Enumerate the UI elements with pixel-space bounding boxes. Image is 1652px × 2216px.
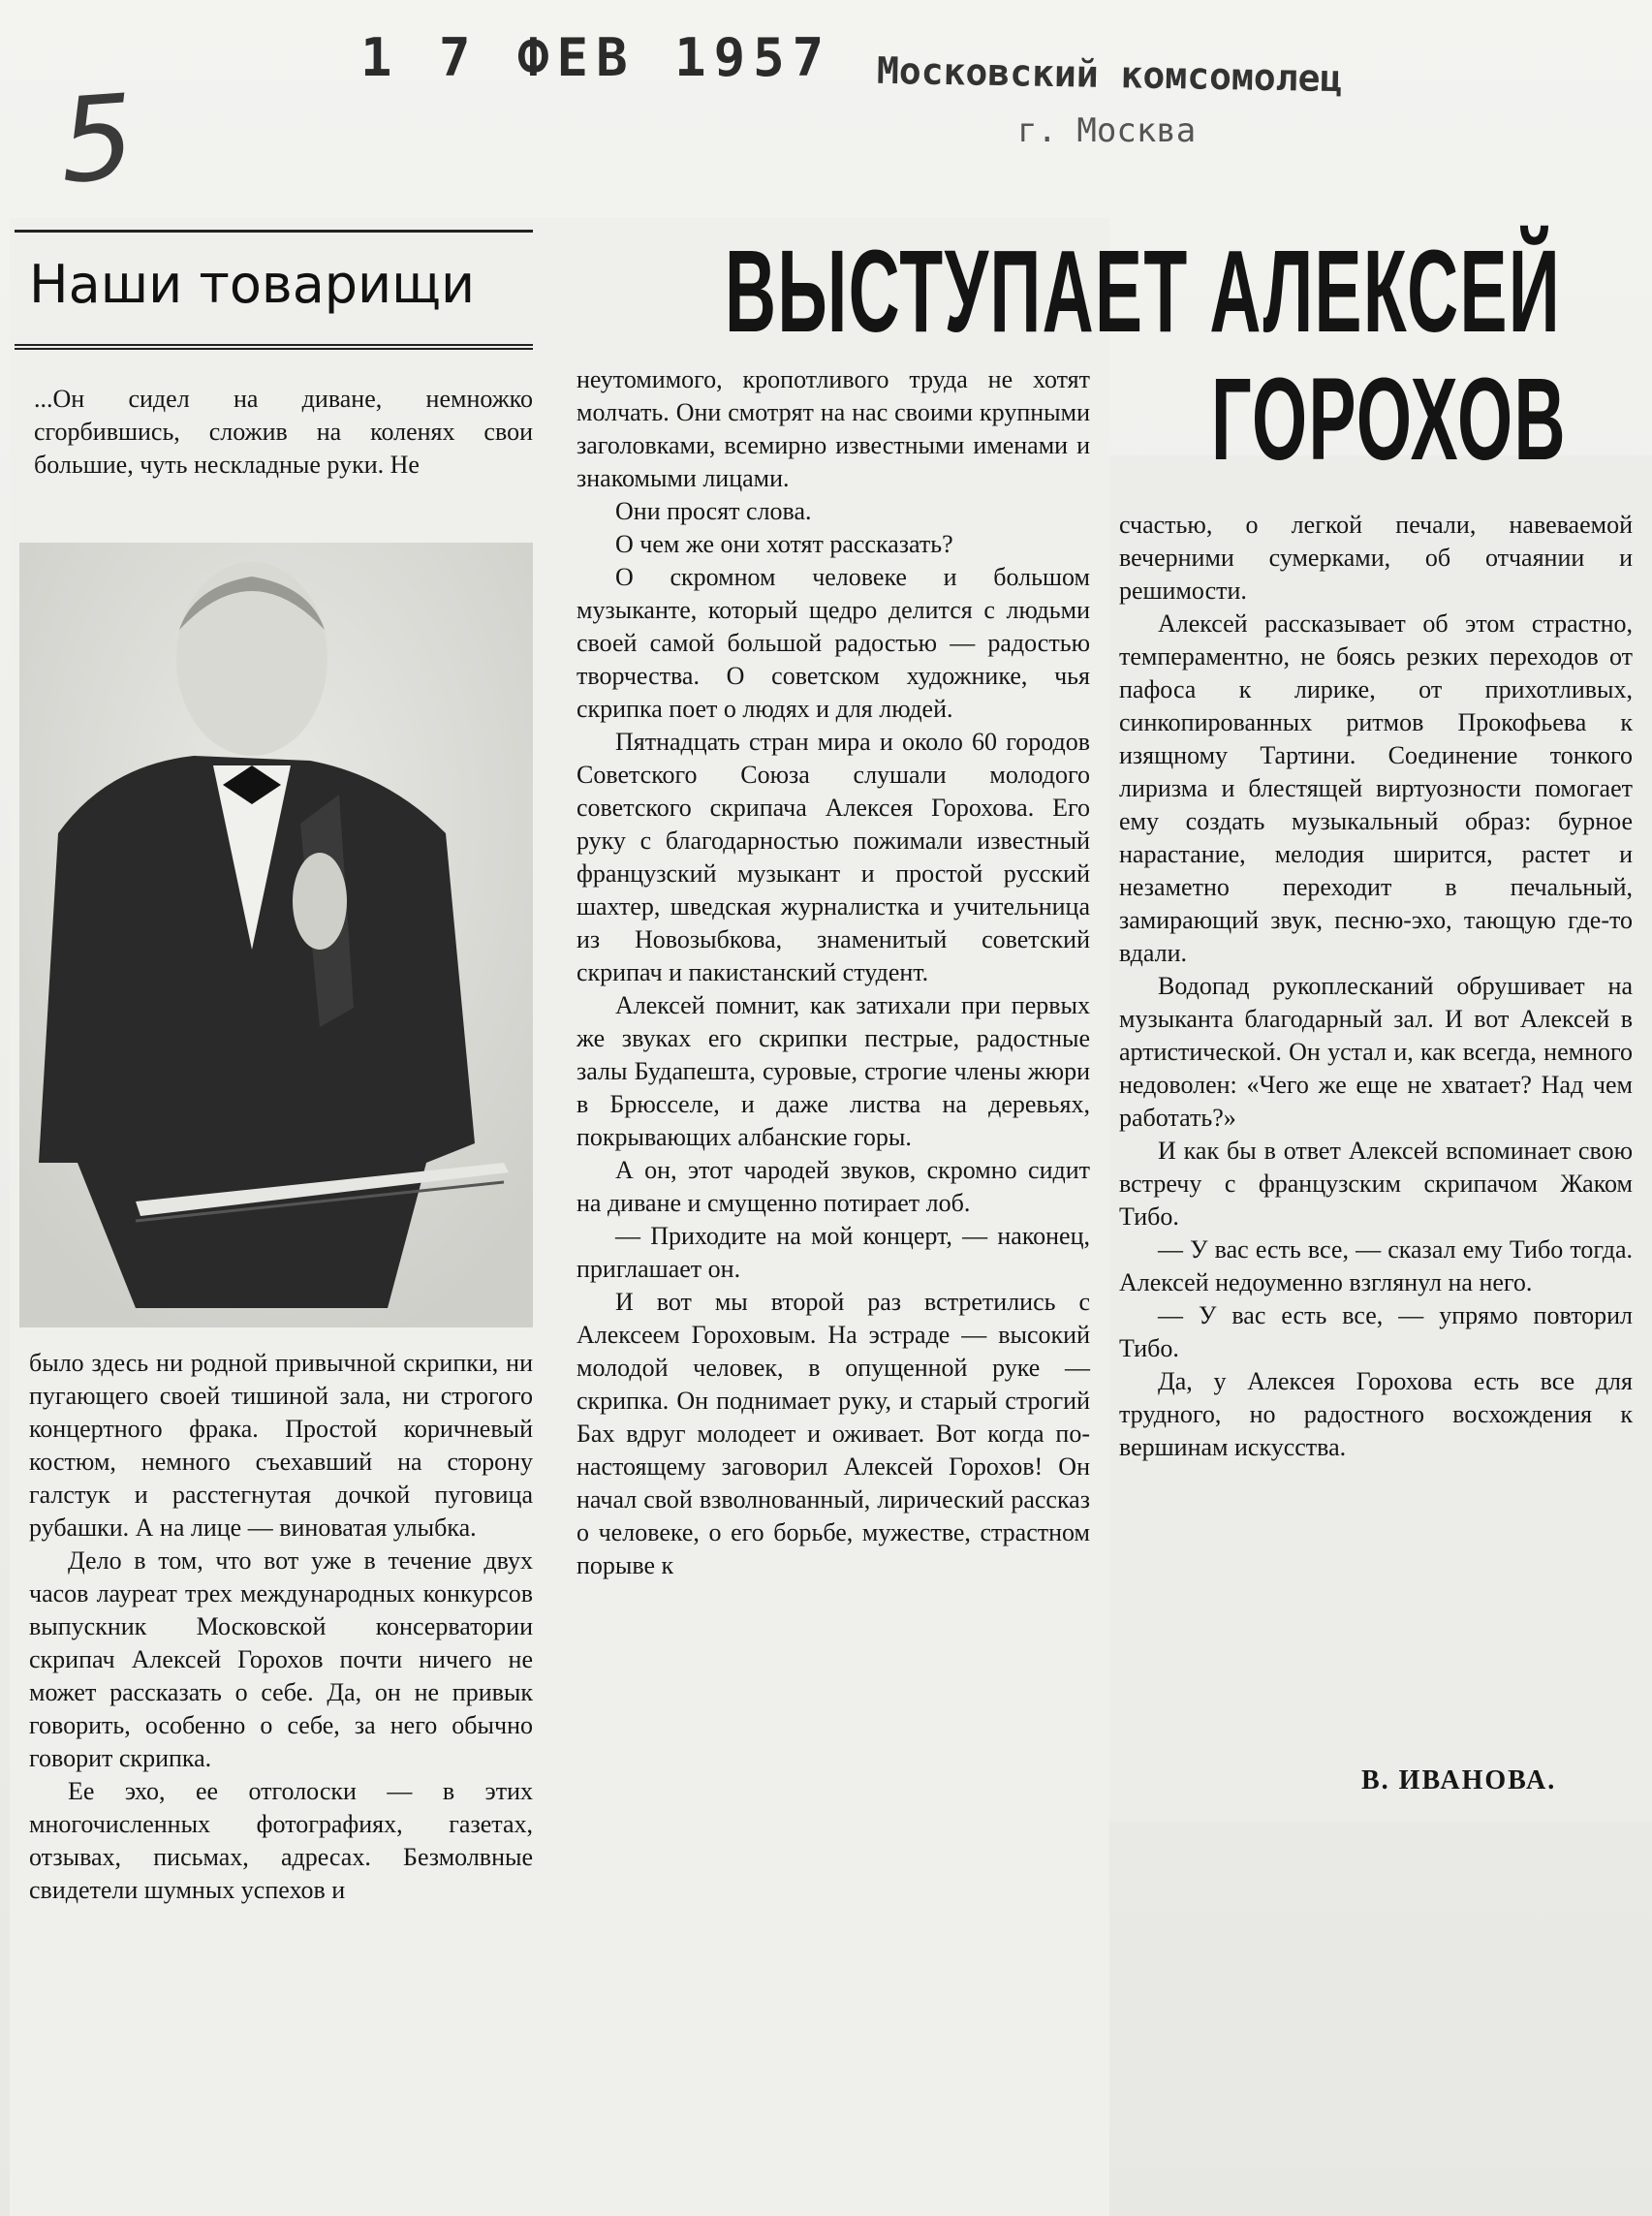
paragraph: И вот мы второй раз встретились с Алексеем Гороховым. На эстраде — высокий молодой человек, в опущенной руке — скрипка. Он поднимает руку, и старый строгий Бах вдруг молодеет и оживает. Вот когда по-настоящему заговорил Алексей Горохов! Он начал свой взволнованный, лирический рассказ о человеке, о его борьбе, мужестве, страстном порыве к bbox=[577, 1288, 1090, 1579]
paragraph: О чем же они хотят рассказать? bbox=[615, 530, 953, 558]
paragraph: неутомимого, кропотливого труда не хотят молчать. Они смотрят на нас своими крупными заголовками, всемирно известными именами и знакомыми лицами. bbox=[577, 365, 1090, 492]
column-1-top bbox=[34, 383, 533, 482]
headline-line-2: ГОРОХОВ bbox=[1211, 353, 1567, 484]
paragraph: Алексей помнит, как затихали при первых же звуках его скрипки пестрые, радостные залы Будапешта, суровые, строгие члены жюри в Брюсселе, и даже листва на деревьях, покрывающих албанские горы. bbox=[577, 991, 1090, 1151]
rubric-top-rule bbox=[15, 230, 533, 233]
violinist-photo bbox=[19, 543, 533, 1327]
author-byline: В. ИВАНОВА. bbox=[1361, 1765, 1557, 1795]
paragraph: Пятнадцать стран мира и около 60 городов Советского Союза слушали молодого советского скрипача Алексея Горохова. Его руку с благодарностью пожимали известный французский музыкант и простой русский шахтер, шведская журналистка и учительница из Новозыбкова, знаменитый советский скрипач и пакистанский студент. bbox=[577, 728, 1090, 986]
paragraph: И как бы в ответ Алексей вспоминает свою встречу с французским скрипачом Жаком Тибо. bbox=[1119, 1137, 1633, 1231]
paragraph: счастью, о легкой печали, навеваемой вечерними сумерками, об отчаянии и решимости. bbox=[1119, 511, 1633, 605]
paragraph: Да, у Алексея Горохова есть все для трудного, но радостного восхождения к вершинам искусства. bbox=[1119, 1367, 1633, 1461]
newspaper-stamp: Московский комсомолец bbox=[876, 48, 1343, 101]
paragraph: Водопад рукоплесканий обрушивает на музыканта благодарный зал. И вот Алексей в артистической. Он устал и, как всегда, немного недоволен: «Чего же еще не хватает? Над чем работать?» bbox=[1119, 972, 1633, 1132]
date-stamp: 1 7 ФЕВ 1957 bbox=[360, 27, 832, 88]
paragraph: Они просят слова. bbox=[615, 497, 812, 525]
column-2 bbox=[577, 363, 1090, 1582]
paragraph: — У вас есть все, — упрямо повторил Тибо. bbox=[1119, 1301, 1633, 1362]
column-3 bbox=[1119, 509, 1633, 1464]
city-stamp: г. Москва bbox=[1017, 111, 1197, 150]
column-1-bottom bbox=[29, 1347, 533, 1907]
rubric-title: Наши товарищи bbox=[29, 254, 476, 315]
paragraph: ...Он сидел на диване, немножко сгорбившись, сложив на коленях свои большие, чуть нескладные руки. Не bbox=[34, 385, 533, 479]
headline-line-1: ВЫСТУПАЕТ АЛЕКСЕЙ bbox=[725, 225, 1561, 357]
paragraph: А он, этот чародей звуков, скромно сидит на диване и смущенно потирает лоб. bbox=[577, 1156, 1090, 1217]
paragraph: О скромном человеке и большом музыканте, который щедро делится с людьми своей самой большой радостью — радостью творчества. О советском художнике, чья скрипка поет о людях и для людей. bbox=[577, 563, 1090, 723]
paragraph: — У вас есть все, — сказал ему Тибо тогда. Алексей недоуменно взглянул на него. bbox=[1119, 1235, 1633, 1296]
paragraph: Ее эхо, ее отголоски — в этих многочисленных фотографиях, газетах, отзывах, письмах, адресах. Безмолвные свидетели шумных успехов и bbox=[29, 1777, 533, 1904]
rubric-bottom-rule bbox=[15, 344, 533, 350]
paragraph: Дело в том, что вот уже в течение двух часов лауреат трех международных конкурсов выпускник Московской консерватории скрипач Алексей Горохов почти ничего не может рассказать о себе. Да, он не привык говорить, особенно о себе, за него обычно говорит скрипка. bbox=[29, 1546, 533, 1772]
handwritten-page-number: 5 bbox=[55, 70, 140, 210]
paragraph: Алексей рассказывает об этом страстно, темпераментно, не боясь резких переходов от пафоса к лирике, от прихотливых, синкопированных ритмов Прокофьева к изящному Тартини. Соединение тонкого лиризма и блестящей виртуозности помогает ему создать музыкальный образ: бурное нарастание, мелодия ширится, растет и незаметно переходит в печальный, замирающий звук, песню-эхо, тающую где-то вдали. bbox=[1119, 609, 1633, 967]
paragraph: было здесь ни родной привычной скрипки, ни пугающего своей тишиной зала, ни строгого концертного фрака. Простой коричневый костюм, немного съехавший на сторону галстук и расстегнутая дочкой пуговица рубашки. А на лице — виноватая улыбка. bbox=[29, 1349, 533, 1542]
paragraph: — Приходите на мой концерт, — наконец, приглашает он. bbox=[577, 1222, 1090, 1283]
